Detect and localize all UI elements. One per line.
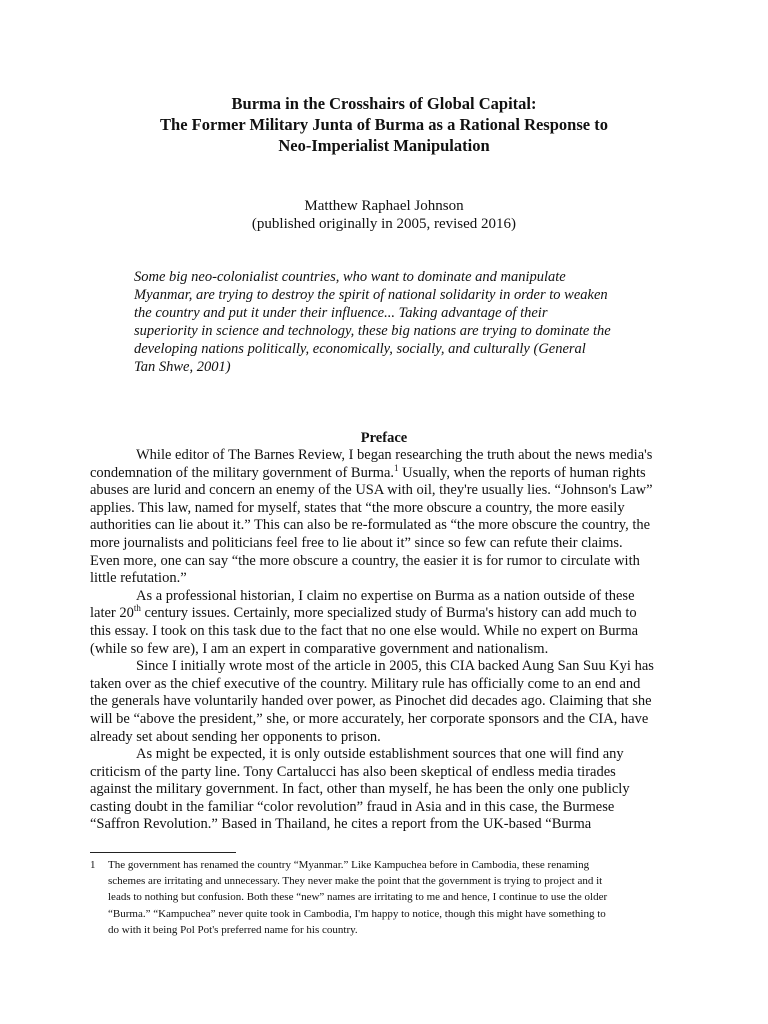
footnote-line: schemes are irritating and unnecessary. They never make the point that the government is trying to project and it <box>108 875 603 888</box>
body-line: little refutation.” <box>90 570 187 587</box>
body-line: already set about sending her opponents to prison. <box>90 728 381 745</box>
footnote-line: do with it being Pol Pot's preferred name for his country. <box>108 923 358 936</box>
body-text-span: Usually, when the reports of human rights <box>398 464 646 481</box>
body-line <box>90 462 690 483</box>
footnote-divider <box>90 852 236 853</box>
body-line: the generals have voluntarily handed over power, as Pinochet did decades ago. Claiming that she <box>90 693 652 710</box>
body-text-span: condemnation of the military government of Burma. <box>90 464 395 481</box>
body-line: will be “above the president,” she, or more accurately, her corporate sponsors and the CIA, have <box>90 710 649 727</box>
body-text-span: century issues. Certainly, more specialized study of Burma's history can add much to <box>140 605 637 622</box>
body-line: more journalists and politicians feel free to lie about it” since so few can refute their claims. <box>90 534 623 551</box>
epigraph-line: developing nations politically, economically, socially, and culturally (General <box>134 341 586 357</box>
title-line-2: The Former Military Junta of Burma as a Rational Response to <box>160 115 608 134</box>
body-line: Since I initially wrote most of the article in 2005, this CIA backed Aung San Suu Kyi has <box>136 658 654 675</box>
footnote-line: “Burma.” “Kampuchea” never quite took in Cambodia, I'm happy to notice, though this might have something to <box>108 907 606 920</box>
footnote-ref-1[interactable]: 1 <box>394 462 399 473</box>
title-line-3: Neo-Imperialist Manipulation <box>278 136 490 155</box>
body-text-span: later 20 <box>90 605 134 622</box>
body-line: authorities can lie about it.” This can also be re-formulated as “the more obscure the country, the <box>90 517 651 534</box>
body-line: this essay. I took on this task due to the fact that no one else would. While no expert on Burma <box>90 622 639 639</box>
title-line-1: Burma in the Crosshairs of Global Capital: <box>231 94 537 113</box>
body-line: abuses are lurid and concern an enemy of the USA with oil, they're usually lies. “Johnson's Law” <box>90 482 653 499</box>
epigraph-line: Myanmar, are trying to destroy the spirit of national solidarity in order to weaken <box>134 287 608 303</box>
body-line: applies. This law, named for myself, states that “the more obscure a country, the more easily <box>90 499 625 516</box>
body-line: Even more, one can say “the more obscure a country, the easier it is for rumor to circulate with <box>90 552 640 569</box>
body-line: “Saffron Revolution.” Based in Thailand, he cites a report from the UK-based “Burma <box>90 816 592 833</box>
epigraph-line: superiority in science and technology, these big nations are trying to dominate the <box>134 323 611 339</box>
publication-note: (published originally in 2005, revised 2016) <box>251 216 517 232</box>
epigraph-line: Some big neo-colonialist countries, who want to dominate and manipulate <box>134 269 566 285</box>
author-name: Matthew Raphael Johnson <box>304 198 464 214</box>
body-line <box>90 605 690 623</box>
body-line: casting doubt in the familiar “color revolution” fraud in Asia and in this case, the Burmese <box>90 798 615 815</box>
body-line: As might be expected, it is only outside establishment sources that one will find any <box>136 746 624 763</box>
document-title <box>0 93 768 156</box>
body-line: As a professional historian, I claim no expertise on Burma as a nation outside of these <box>136 587 635 604</box>
body-line: taken over as the chief executive of the country. Military rule has officially come to an end and <box>90 675 641 692</box>
body-line: While editor of The Barnes Review, I began researching the truth about the news media's <box>136 447 653 463</box>
footnote-line: The government has renamed the country “Myanmar.” Like Kampuchea before in Cambodia, these renaming <box>108 859 590 871</box>
footnote-text <box>108 857 607 938</box>
ordinal-suffix: th <box>133 603 141 614</box>
footnote-number: 1 <box>90 859 96 871</box>
preface-body <box>90 447 690 834</box>
preface-heading: Preface <box>360 430 408 446</box>
epigraph-quote <box>134 268 654 376</box>
epigraph-line: the country and put it under their influence... Taking advantage of their <box>134 305 548 321</box>
epigraph-line: Tan Shwe, 2001) <box>134 359 231 375</box>
author-block <box>0 197 768 233</box>
body-line: (while so few are), I am an expert in comparative government and nationalism. <box>90 640 549 657</box>
body-line: criticism of the party line. Tony Cartalucci has also been skeptical of endless media tirades <box>90 763 616 780</box>
body-line: against the military government. In fact, other than myself, he has been the only one publicly <box>90 781 630 798</box>
footnote-line: leads to nothing but confusion. Both these “new” names are irritating to me and hence, I continue to use the older <box>108 891 608 904</box>
